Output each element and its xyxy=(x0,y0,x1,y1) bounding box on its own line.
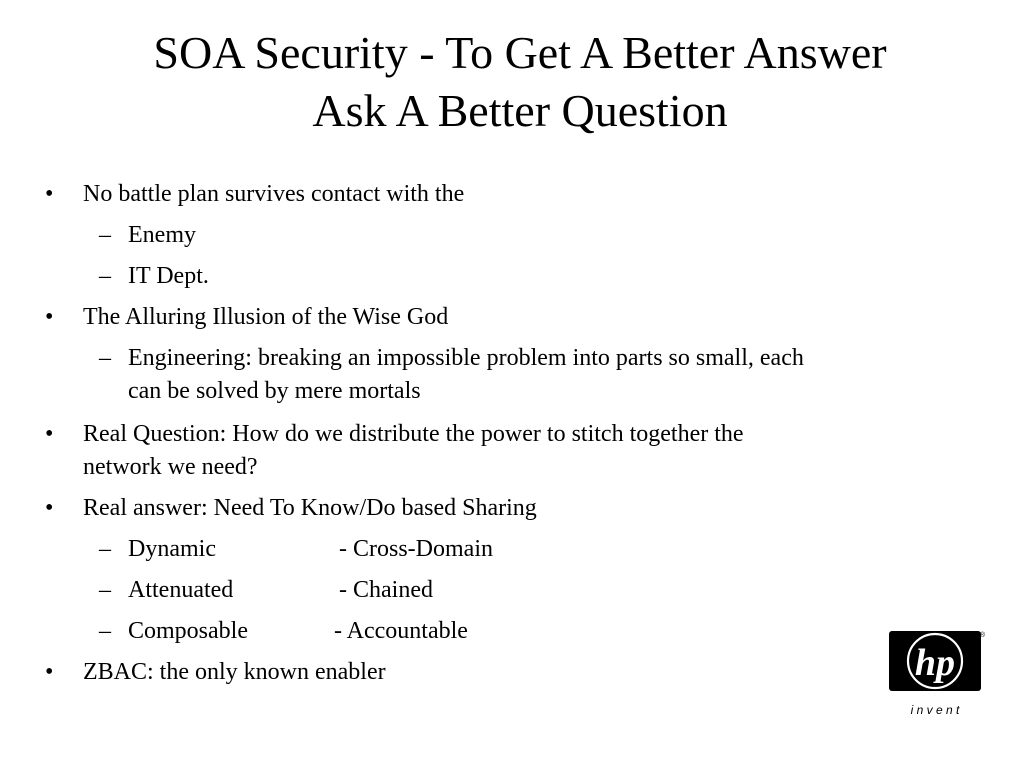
sub-bullet-text-continued: can be solved by mere mortals xyxy=(128,378,421,404)
dash-marker: – xyxy=(99,577,111,603)
bullet-marker: • xyxy=(45,304,54,330)
dash-marker: – xyxy=(99,345,111,371)
list-item xyxy=(45,418,744,484)
sub-bullet-pair: - Chained xyxy=(339,577,433,603)
list-item xyxy=(99,260,209,293)
sub-bullet-text: IT Dept. xyxy=(128,263,209,289)
dash-marker: – xyxy=(99,222,111,248)
list-item xyxy=(45,301,449,334)
bullet-marker: • xyxy=(45,421,54,447)
sub-bullet-pair: - Cross-Domain xyxy=(339,536,493,562)
title-line-1: SOA Security - To Get A Better Answer xyxy=(153,27,887,78)
list-item xyxy=(99,533,493,566)
hp-invent-logo xyxy=(887,628,987,718)
bullet-text: Real Question: How do we distribute the power to stitch together the xyxy=(83,421,744,447)
bullet-marker: • xyxy=(45,495,54,521)
bullet-text-continued: network we need? xyxy=(83,454,258,480)
list-item xyxy=(99,342,804,408)
list-item xyxy=(99,574,433,607)
bullet-marker: • xyxy=(45,181,54,207)
hp-logo-icon xyxy=(887,628,987,718)
bullet-text: No battle plan survives contact with the xyxy=(83,181,465,207)
bullet-text: Real answer: Need To Know/Do based Sharing xyxy=(83,495,537,521)
sub-bullet-term: Attenuated xyxy=(128,577,234,603)
logo-tagline: i n v e n t xyxy=(910,703,960,717)
bullet-text: The Alluring Illusion of the Wise God xyxy=(83,304,449,330)
sub-bullet-term: Dynamic xyxy=(128,536,216,562)
hp-mark-text: hp xyxy=(914,642,956,684)
sub-bullet-pair: - Accountable xyxy=(334,618,468,644)
title-line-2: Ask A Better Question xyxy=(312,85,728,136)
sub-bullet-term: Composable xyxy=(128,618,248,644)
list-item xyxy=(45,656,386,689)
bullet-marker: • xyxy=(45,659,54,685)
list-item xyxy=(99,219,196,252)
registered-mark: ® xyxy=(979,632,985,639)
sub-bullet-text: Enemy xyxy=(128,222,196,248)
dash-marker: – xyxy=(99,618,111,644)
list-item xyxy=(45,492,537,525)
bullet-text: ZBAC: the only known enabler xyxy=(83,659,386,685)
list-item xyxy=(45,178,465,211)
sub-bullet-text: Engineering: breaking an impossible problem into parts so small, each xyxy=(128,345,804,371)
dash-marker: – xyxy=(99,263,111,289)
dash-marker: – xyxy=(99,536,111,562)
list-item xyxy=(99,615,468,648)
